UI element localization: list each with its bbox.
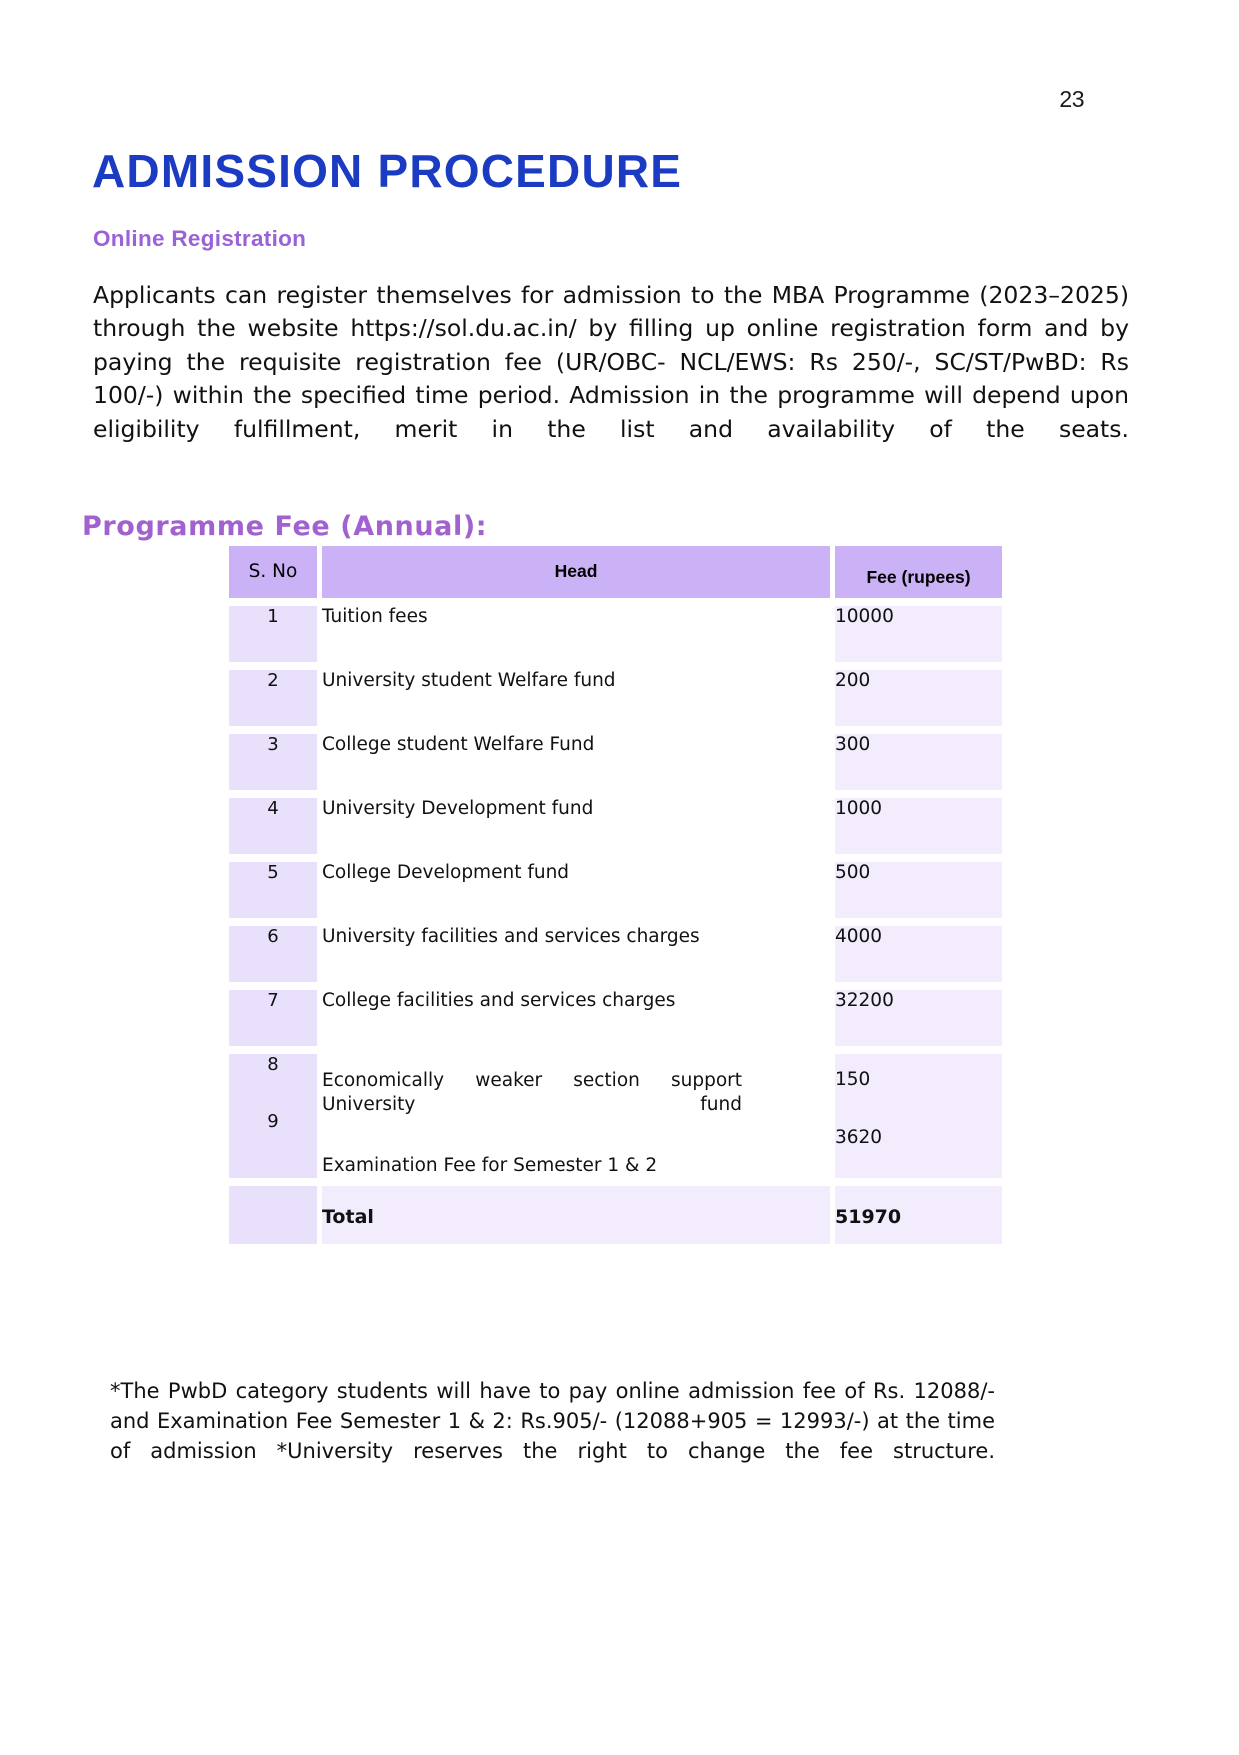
cell-fee: 1000 xyxy=(835,798,1002,854)
cell-head-group xyxy=(322,1054,830,1178)
column-header-fee: Fee (rupees) xyxy=(835,546,1002,598)
table-row xyxy=(229,926,1002,982)
fee-table-container xyxy=(224,538,1006,1252)
section-heading-programme-fee: Programme Fee (Annual): xyxy=(82,511,488,542)
online-registration-paragraph: Applicants can register themselves for admission to the MBA Programme (2023–2025) through the website https://sol.du.ac.in/ by filling up online registration form and by paying the requisite registration fee (UR/OBC- NCL/EWS: Rs 250/-, SC/ST/PwBD: Rs 100/-) within the specified time period. Admission in the programme will depend upon eligibility fulfillment, merit in the list and availability of the seats. xyxy=(93,280,1129,443)
table-row-total xyxy=(229,1186,1002,1244)
table-row xyxy=(229,798,1002,854)
cell-fee: 300 xyxy=(835,734,1002,790)
cell-fee: 3620 xyxy=(835,1127,883,1148)
table-row xyxy=(229,990,1002,1046)
cell-serial-number-empty xyxy=(229,1186,317,1244)
cell-total-label: Total xyxy=(322,1186,830,1244)
cell-serial-number: 6 xyxy=(229,926,317,982)
cell-head: University Development fund xyxy=(322,798,594,819)
cell-head: University facilities and services charges xyxy=(322,926,700,947)
cell-serial-number: 1 xyxy=(229,606,317,662)
page-title: ADMISSION PROCEDURE xyxy=(92,144,683,197)
table-body xyxy=(229,606,1002,1244)
cell-head: Tuition fees xyxy=(322,606,428,627)
footnote-text: *The PwbD category students will have to pay online admission fee of Rs. 12088/- and Examination Fee Semester 1 & 2: Rs.905/- (12088+905 = 12993/-) at the time of admission *University reserves the right to change the fee structure. xyxy=(110,1379,995,1463)
cell-fee: 4000 xyxy=(835,926,1002,982)
cell-head: Examination Fee for Semester 1 & 2 xyxy=(322,1155,658,1176)
cell-fee: 150 xyxy=(835,1069,871,1090)
cell-serial-number: 3 xyxy=(229,734,317,790)
cell-head: Economically weaker section support University fund xyxy=(322,1070,742,1115)
cell-head: College student Welfare Fund xyxy=(322,734,595,755)
table-header xyxy=(229,546,1002,598)
cell-head: College Development fund xyxy=(322,862,570,883)
cell-serial-number: 8 xyxy=(267,1054,279,1075)
cell-serial-number: 5 xyxy=(229,862,317,918)
cell-fee: 200 xyxy=(835,670,1002,726)
cell-fee: 32200 xyxy=(835,990,1002,1046)
cell-fee: 500 xyxy=(835,862,1002,918)
table-row xyxy=(229,734,1002,790)
table-row xyxy=(229,862,1002,918)
cell-serial-number: 7 xyxy=(229,990,317,1046)
cell-serial-number: 9 xyxy=(267,1111,279,1132)
column-header-head: Head xyxy=(322,546,830,598)
cell-serial-number-group xyxy=(229,1054,317,1178)
cell-fee: 10000 xyxy=(835,606,1002,662)
section-heading-online-registration: Online Registration xyxy=(93,225,307,251)
cell-head: University student Welfare fund xyxy=(322,670,616,691)
column-header-serial-number: S. No xyxy=(229,546,317,598)
table-row xyxy=(229,670,1002,726)
table-row xyxy=(229,606,1002,662)
cell-serial-number: 4 xyxy=(229,798,317,854)
cell-head: College facilities and services charges xyxy=(322,990,676,1011)
page-number: 23 xyxy=(1059,86,1084,112)
cell-serial-number: 2 xyxy=(229,670,317,726)
table-header-row xyxy=(229,546,1002,598)
programme-fee-table xyxy=(224,538,1007,1252)
table-row-merged xyxy=(229,1054,1002,1178)
cell-total-value: 51970 xyxy=(835,1186,1002,1244)
cell-fee-group xyxy=(835,1054,1002,1178)
